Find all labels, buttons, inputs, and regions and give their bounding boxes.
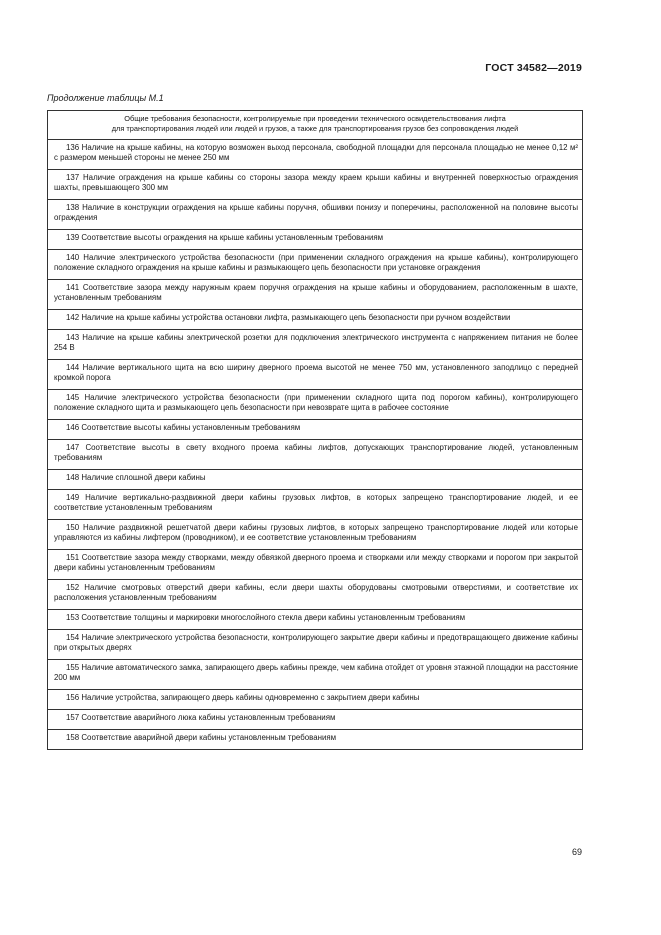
requirement-text: 157 Соответствие аварийного люка кабины установленным требованиям [66,713,336,722]
requirement-text: 146 Соответствие высоты кабины установленным требованиям [66,423,301,432]
table-header-line-2: для транспортирования людей или людей и грузов, а также для транспортирования грузов без сопровождения людей [111,124,519,133]
table-row [48,710,583,730]
table-cell [48,520,583,550]
table-cell [48,550,583,580]
requirement-text: 158 Соответствие аварийной двери кабины установленным требованиям [66,733,337,742]
table-header-line-1: Общие требования безопасности, контролируемые при проведении технического освидетельствования лифта [124,114,506,123]
table-cell [48,310,583,330]
table-cell [48,170,583,200]
table-row [48,470,583,490]
table-cell [48,330,583,360]
page-number: 69 [571,847,582,857]
table-row [48,440,583,470]
table-row [48,630,583,660]
requirement-text: 152 Наличие смотровых отверстий двери кабины, если двери шахты оборудованы смотровыми отверстиями, и соответствие их расположения установленным требованиям [54,583,578,602]
table-cell [48,280,583,310]
table-row [48,250,583,280]
table-header-cell [48,111,583,140]
table-row [48,690,583,710]
table-row [48,230,583,250]
table-cell [48,710,583,730]
table-cell [48,630,583,660]
table-row [48,170,583,200]
table-body [48,140,583,750]
table-cell [48,730,583,750]
requirement-text: 137 Наличие ограждения на крыше кабины со стороны зазора между краем крыши кабины и внутренней поверхностью ограждения шахты, превышающего 300 мм [54,173,578,192]
table-row [48,610,583,630]
requirement-text: 147 Соответствие высоты в свету входного проема кабины лифтов, допускающих транспортирование людей, установленным требованиям [54,443,578,462]
requirement-text: 148 Наличие сплошной двери кабины [66,473,206,482]
requirement-text: 144 Наличие вертикального щита на всю ширину дверного проема высотой не менее 750 мм, установленного заподлицо с передней кромкой порога [54,363,578,382]
table-cell [48,660,583,690]
table-cell [48,140,583,170]
requirement-text: 151 Соответствие зазора между створками, между обвязкой дверного проема и створками или между створками и порогом при закрытой двери кабины установленным требованиям [54,553,578,572]
table-row [48,280,583,310]
requirement-text: 142 Наличие на крыше кабины устройства остановки лифта, размыкающего цепь безопасности при ручном воздействии [66,313,511,322]
requirement-text: 143 Наличие на крыше кабины электрической розетки для подключения электрического инструмента с напряжением питания не более 254 В [54,333,578,352]
requirement-text: 155 Наличие автоматического замка, запирающего дверь кабины прежде, чем кабина отойдет от уровня этажной площадки на расстояние 200 мм [54,663,579,682]
table-cell [48,580,583,610]
requirement-text: 140 Наличие электрического устройства безопасности (при применении складного ограждения на крыше кабины), контролирующего положение складного ограждения на крыше кабины и размыкающего цепь безопасности при установке ограждения [54,253,578,272]
requirement-text: 139 Соответствие высоты ограждения на крыше кабины установленным требованиям [66,233,384,242]
table-cell [48,470,583,490]
requirement-text: 138 Наличие в конструкции ограждения на крыше кабины поручня, обшивки понизу и поперечины, расположенной на половине высоты ограждения [54,203,578,222]
table-cell [48,490,583,520]
table-row [48,330,583,360]
table-row [48,520,583,550]
requirement-text: 150 Наличие раздвижной решетчатой двери кабины грузовых лифтов, в которых запрещено транспортирование людей или которые управляются из кабины лифтером (проводником), и ее соответствие установленным требованиям [54,523,578,542]
table-cell [48,690,583,710]
table-cell [48,610,583,630]
table-row [48,550,583,580]
table-cell [48,230,583,250]
table-row [48,310,583,330]
table-cell [48,440,583,470]
document-code: ГОСТ 34582—2019 [485,62,582,74]
table-row [48,140,583,170]
table-row [48,580,583,610]
requirement-text: 141 Соответствие зазора между наружным краем поручня ограждения на крыше кабины и оборудованием, расположенным в шахте, установленным требованиям [54,283,578,302]
table-cell [48,360,583,390]
table-row [48,360,583,390]
requirement-text: 149 Наличие вертикально-раздвижной двери кабины грузовых лифтов, в которых запрещено транспортирование людей, и ее соответствие установленным требованиям [54,493,578,512]
table-row [48,200,583,230]
table-row [48,660,583,690]
requirement-text: 136 Наличие на крыше кабины, на которую возможен выход персонала, свободной площадки для персонала площадью не менее 0,12 м² с размером меньшей стороны не менее 250 мм [54,143,578,162]
table-cell [48,390,583,420]
table-cell [48,250,583,280]
table-caption: Продолжение таблицы М.1 [47,93,164,103]
table-header-row [48,111,583,140]
table-cell [48,200,583,230]
table-row [48,420,583,440]
requirement-text: 145 Наличие электрического устройства безопасности (при применении складного щита под порогом кабины), контролирующего положение складного щита и размыкающего цепь безопасности при невозврате щита в рабочее состояние [54,393,578,412]
table-cell [48,420,583,440]
requirement-text: 154 Наличие электрического устройства безопасности, контролирующего закрытие двери кабины и предотвращающего движение кабины при открытых дверях [54,633,578,652]
requirements-table [47,110,583,750]
requirement-text: 153 Соответствие толщины и маркировки многослойного стекла двери кабины установленным требованиям [66,613,466,622]
table-row [48,730,583,750]
table-row [48,490,583,520]
requirement-text: 156 Наличие устройства, запирающего дверь кабины одновременно с закрытием двери кабины [66,693,420,702]
table-row [48,390,583,420]
